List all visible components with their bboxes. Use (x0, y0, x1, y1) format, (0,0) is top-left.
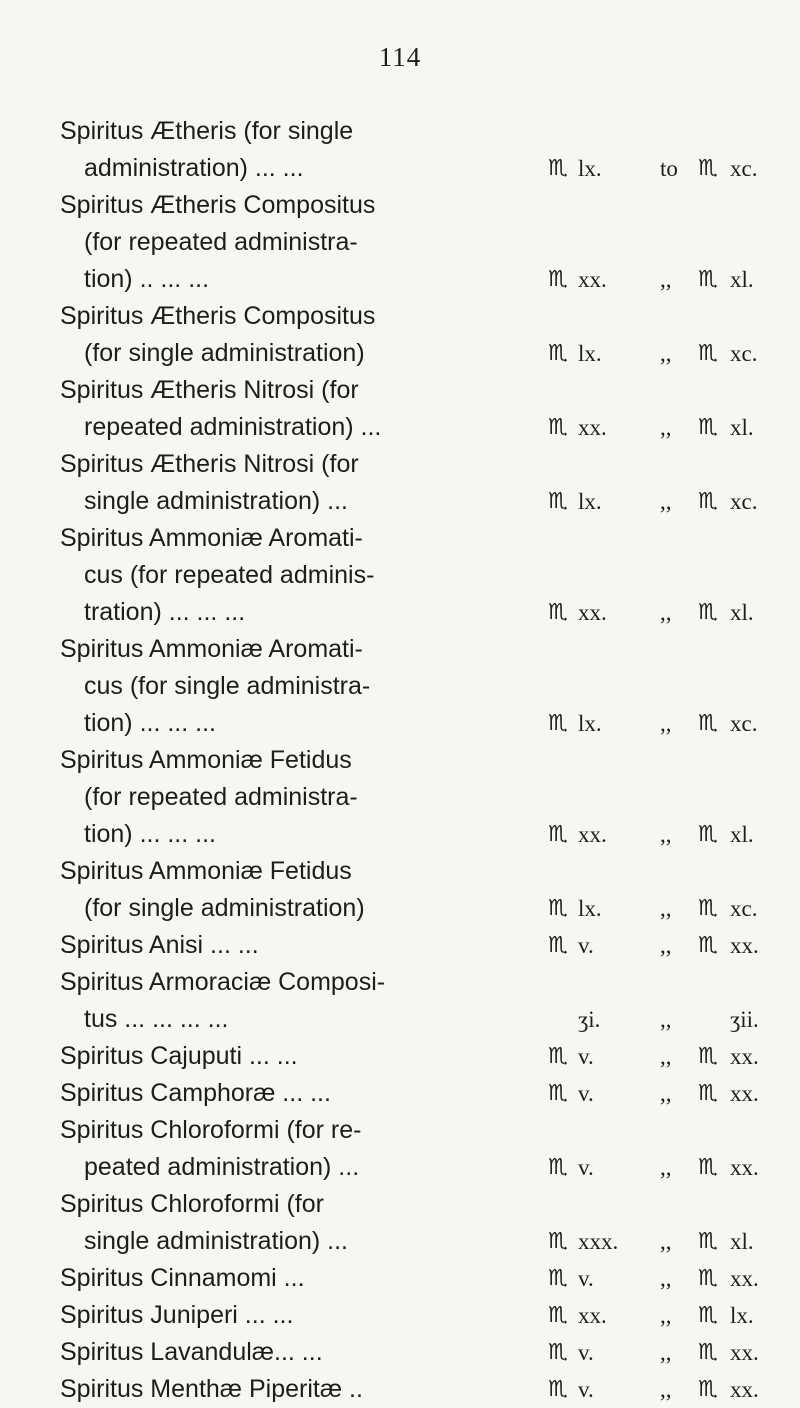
range-separator: ,, (660, 1377, 672, 1402)
entry-line (60, 927, 780, 964)
dose-max: xl. (730, 600, 754, 625)
entry-line (60, 298, 780, 335)
entry-line (60, 335, 780, 372)
range-separator: ,, (660, 1303, 672, 1328)
table-row (60, 520, 780, 631)
dose-max: xc. (730, 156, 758, 181)
dose-min: lx. (578, 711, 602, 736)
range-separator: ,, (660, 415, 672, 440)
dose-min: xx. (578, 1303, 607, 1328)
entry-line (60, 1297, 780, 1334)
table-row (60, 1112, 780, 1186)
drug-name-continuation: (for single administration) (84, 339, 365, 367)
drug-name: Spiritus Ætheris Compositus (60, 191, 376, 219)
page-number: 114 (378, 42, 422, 72)
dose-max: xx. (730, 1340, 759, 1365)
minim-symbol-min: ♏ (548, 1377, 568, 1402)
minim-symbol-max: ♏ (698, 1081, 718, 1106)
dose-max: xx. (730, 1155, 759, 1180)
entry-line (60, 224, 780, 261)
drug-name: Spiritus Ammoniæ Aromati- (60, 635, 363, 663)
dose-min: lx. (578, 156, 602, 181)
dose-min: xxx. (578, 1229, 619, 1254)
entry-line (60, 853, 780, 890)
range-separator: ,, (660, 267, 672, 292)
drug-name-continuation: administration) ... ... (84, 154, 304, 182)
table-row (60, 372, 780, 446)
table-row (60, 1371, 780, 1408)
drug-name-continuation: cus (for repeated adminis- (84, 561, 375, 589)
range-separator: ,, (660, 1340, 672, 1365)
minim-symbol-min: ♏ (548, 600, 568, 625)
drug-name-continuation: tion) ... ... ... (84, 709, 216, 737)
dose-min: xx. (578, 415, 607, 440)
dose-min: lx. (578, 341, 602, 366)
entry-line (60, 705, 780, 742)
drug-name: Spiritus Ammoniæ Aromati- (60, 524, 363, 552)
dose-max: lx. (730, 1303, 754, 1328)
entry-line (60, 1223, 780, 1260)
dose-min: lx. (578, 489, 602, 514)
drug-name: Spiritus Ammoniæ Fetidus (60, 746, 352, 774)
minim-symbol-max: ♏ (698, 896, 718, 921)
minim-symbol-max: ♏ (698, 1377, 718, 1402)
dose-min: v. (578, 1081, 594, 1106)
dose-min: v. (578, 1044, 594, 1069)
minim-symbol-max: ♏ (698, 156, 718, 181)
drug-name: Spiritus Cajuputi ... ... (60, 1042, 298, 1070)
entry-line (60, 483, 780, 520)
minim-symbol-max: ♏ (698, 600, 718, 625)
dose-max: xc. (730, 489, 758, 514)
minim-symbol-max: ♏ (698, 822, 718, 847)
drug-name-continuation: tration) ... ... ... (84, 598, 246, 626)
dose-min: v. (578, 1155, 594, 1180)
minim-symbol-max: ♏ (698, 267, 718, 292)
minim-symbol-max: ♏ (698, 933, 718, 958)
drug-name: Spiritus Chloroformi (for re- (60, 1116, 362, 1144)
range-separator: ,, (660, 1007, 672, 1032)
dose-max: ʒii. (730, 1007, 759, 1032)
minim-symbol-min: ♏ (548, 933, 568, 958)
entry-line (60, 1334, 780, 1371)
dose-min: xx. (578, 822, 607, 847)
dose-min: xx. (578, 600, 607, 625)
drug-name-continuation: single administration) ... (84, 1227, 349, 1255)
drug-name: Spiritus Juniperi ... ... (60, 1301, 294, 1329)
table-row (60, 1186, 780, 1260)
dose-max: xl. (730, 1229, 754, 1254)
dose-max: xx. (730, 933, 759, 958)
entry-line (60, 1112, 780, 1149)
minim-symbol-min: ♏ (548, 1081, 568, 1106)
table-row (60, 1038, 780, 1075)
drug-name: Spiritus Ætheris (for single (60, 117, 354, 145)
table-row (60, 446, 780, 520)
drug-name-continuation: single administration) ... (84, 487, 349, 515)
minim-symbol-min: ♏ (548, 489, 568, 514)
range-separator: ,, (660, 933, 672, 958)
range-separator: ,, (660, 1266, 672, 1291)
minim-symbol-min: ♏ (548, 156, 568, 181)
dose-min: v. (578, 933, 594, 958)
range-separator: ,, (660, 600, 672, 625)
drug-name: Spiritus Chloroformi (for (60, 1190, 324, 1218)
minim-symbol-min: ♏ (548, 822, 568, 847)
entry-line (60, 1149, 780, 1186)
dose-max: xx. (730, 1081, 759, 1106)
dose-min: lx. (578, 896, 602, 921)
entry-line (60, 779, 780, 816)
drug-name-continuation: (for repeated administra- (84, 228, 358, 256)
drug-name-continuation: (for repeated administra- (84, 783, 358, 811)
dose-max: xl. (730, 822, 754, 847)
minim-symbol-max: ♏ (698, 1044, 718, 1069)
minim-symbol-min: ♏ (548, 711, 568, 736)
minim-symbol-max: ♏ (698, 1266, 718, 1291)
range-separator: ,, (660, 822, 672, 847)
dose-max: xx. (730, 1044, 759, 1069)
drug-name: Spiritus Ætheris Nitrosi (for (60, 450, 359, 478)
drug-name-continuation: tion) ... ... ... (84, 820, 216, 848)
minim-symbol-max: ♏ (698, 341, 718, 366)
drug-name: Spiritus Ætheris Nitrosi (for (60, 376, 359, 404)
minim-symbol-min: ♏ (548, 267, 568, 292)
entry-line (60, 1001, 780, 1038)
minim-symbol-min: ♏ (548, 415, 568, 440)
range-separator: ,, (660, 1155, 672, 1180)
table-row (60, 1297, 780, 1334)
dose-min: v. (578, 1266, 594, 1291)
entry-line (60, 520, 780, 557)
drug-name-continuation: peated administration) ... (84, 1153, 360, 1181)
minim-symbol-max: ♏ (698, 1155, 718, 1180)
table-row (60, 113, 780, 187)
range-separator: ,, (660, 341, 672, 366)
dosage-table (60, 113, 780, 1408)
dose-min: ʒi. (578, 1007, 601, 1032)
entry-line (60, 409, 780, 446)
drug-name: Spiritus Anisi ... ... (60, 931, 259, 959)
range-separator: ,, (660, 711, 672, 736)
minim-symbol-min: ♏ (548, 341, 568, 366)
table-row (60, 1260, 780, 1297)
drug-name-continuation: repeated administration) ... (84, 413, 382, 441)
entry-line (60, 1038, 780, 1075)
minim-symbol-min: ♏ (548, 1155, 568, 1180)
minim-symbol-max: ♏ (698, 1340, 718, 1365)
entry-line (60, 187, 780, 224)
dose-max: xx. (730, 1266, 759, 1291)
dose-max: xc. (730, 711, 758, 736)
range-separator: ,, (660, 1044, 672, 1069)
minim-symbol-max: ♏ (698, 415, 718, 440)
entry-line (60, 816, 780, 853)
drug-name: Spiritus Ætheris Compositus (60, 302, 376, 330)
entry-line (60, 742, 780, 779)
table-row (60, 964, 780, 1038)
dose-min: v. (578, 1340, 594, 1365)
table-row (60, 1075, 780, 1112)
dose-min: v. (578, 1377, 594, 1402)
entry-line (60, 964, 780, 1001)
drug-name-continuation: cus (for single administra- (84, 672, 371, 700)
drug-name: Spiritus Ammoniæ Fetidus (60, 857, 352, 885)
minim-symbol-max: ♏ (698, 1229, 718, 1254)
range-separator: ,, (660, 1081, 672, 1106)
entry-line (60, 113, 780, 150)
drug-name: Spiritus Armoraciæ Composi- (60, 968, 386, 996)
range-separator: ,, (660, 489, 672, 514)
range-separator: to (660, 156, 678, 181)
minim-symbol-max: ♏ (698, 489, 718, 514)
table-row (60, 187, 780, 298)
table-row (60, 631, 780, 742)
table-row (60, 742, 780, 853)
table-row (60, 927, 780, 964)
drug-name-continuation: (for single administration) (84, 894, 365, 922)
dose-max: xc. (730, 341, 758, 366)
entry-line (60, 1260, 780, 1297)
dose-max: xx. (730, 1377, 759, 1402)
table-row (60, 298, 780, 372)
minim-symbol-min: ♏ (548, 1303, 568, 1328)
entry-line (60, 594, 780, 631)
dose-min: xx. (578, 267, 607, 292)
entry-line (60, 372, 780, 409)
dose-max: xl. (730, 415, 754, 440)
entry-line (60, 1371, 780, 1408)
minim-symbol-max: ♏ (698, 711, 718, 736)
drug-name: Spiritus Lavandulæ... ... (60, 1338, 323, 1366)
drug-name: Spiritus Camphoræ ... ... (60, 1079, 331, 1107)
entry-line (60, 631, 780, 668)
minim-symbol-min: ♏ (548, 1044, 568, 1069)
dose-max: xl. (730, 267, 754, 292)
minim-symbol-min: ♏ (548, 1340, 568, 1365)
minim-symbol-min: ♏ (548, 896, 568, 921)
entry-line (60, 1075, 780, 1112)
entry-line (60, 261, 780, 298)
minim-symbol-max: ♏ (698, 1303, 718, 1328)
entry-line (60, 557, 780, 594)
entry-line (60, 150, 780, 187)
entry-line (60, 1186, 780, 1223)
table-row (60, 1334, 780, 1371)
drug-name: Spiritus Cinnamomi ... (60, 1264, 305, 1292)
minim-symbol-min: ♏ (548, 1229, 568, 1254)
drug-name: Spiritus Menthæ Piperitæ .. (60, 1375, 363, 1403)
dose-max: xc. (730, 896, 758, 921)
range-separator: ,, (660, 896, 672, 921)
drug-name-continuation: tus ... ... ... ... (84, 1005, 229, 1033)
entry-line (60, 668, 780, 705)
drug-name-continuation: tion) .. ... ... (84, 265, 210, 293)
range-separator: ,, (660, 1229, 672, 1254)
minim-symbol-min: ♏ (548, 1266, 568, 1291)
entry-line (60, 446, 780, 483)
table-row (60, 853, 780, 927)
entry-line (60, 890, 780, 927)
